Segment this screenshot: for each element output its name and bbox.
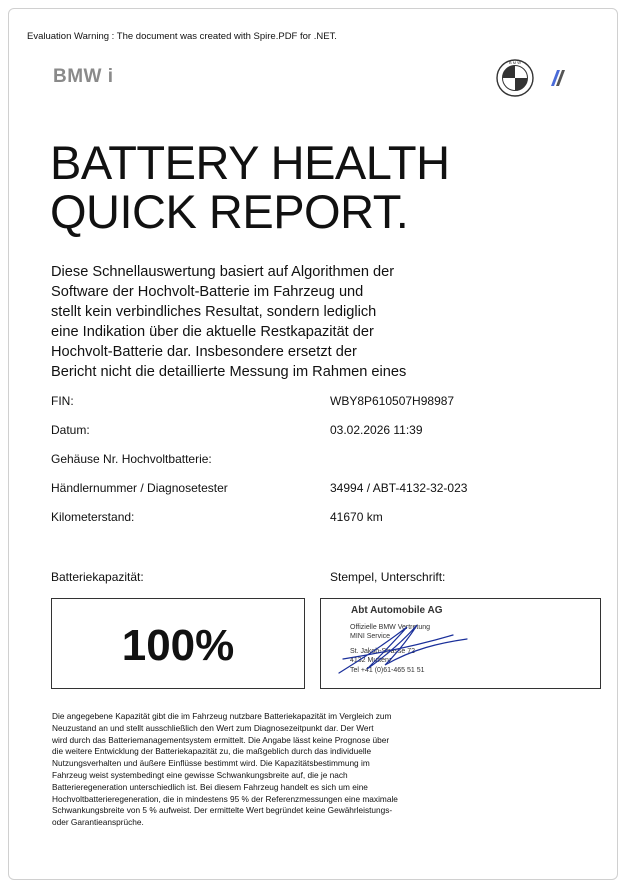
stamp-box xyxy=(320,598,601,689)
intro-line: Hochvolt-Batterie dar. Insbesondere ersetzt der xyxy=(51,344,357,360)
stamp-line: 4132 Muttenz xyxy=(350,657,393,664)
disclaimer-line: Neuzustand an und stellt ausschließlich den Wert zum Diagnosezeitpunkt dar. Der Wert xyxy=(52,722,374,733)
disclaimer-line: oder Garantieansprüche. xyxy=(52,817,144,828)
disclaimer-line: Fahrzeug weist systembedingt eine gewisse Schwankungsbreite auf, die je nach xyxy=(52,769,348,780)
report-title xyxy=(50,138,450,236)
mileage-label: Kilometerstand: xyxy=(51,510,135,524)
stamp-line: Offizielle BMW Vertretung xyxy=(350,624,431,631)
intro-paragraph xyxy=(51,262,431,380)
disclaimer-line: Schwankungsbreite von 5 % aufweist. Der ermittelte Wert begründet keine Gewährleistungs- xyxy=(52,805,393,816)
disclaimer-line: die weitere Entwicklung der Batteriekapazität zu, die maßgeblich durch das individuelle xyxy=(52,746,372,757)
disclaimer-line: Batterieregeneration unterschiedlich ist. Bei diesem Fahrzeug handelt es sich um eine xyxy=(52,781,368,792)
fin-value: WBY8P610507H98987 xyxy=(330,394,455,408)
stamp-line: Abt Automobile AG xyxy=(351,605,443,616)
bmw-roundel-icon xyxy=(496,59,534,97)
intro-line: stellt kein verbindliches Resultat, sondern lediglich xyxy=(51,304,377,320)
disclaimer-line: wird durch das Batteriemanagementsystem ermittelt. Die Angabe lässt keine Prognose über xyxy=(52,734,390,745)
stamp-line: MINI Service xyxy=(350,633,391,640)
disclaimer-paragraph xyxy=(52,711,442,829)
date-value: 03.02.2026 11:39 xyxy=(330,423,423,437)
housing-number-label: Gehäuse Nr. Hochvoltbatterie: xyxy=(51,452,212,466)
stamp-signature-label: Stempel, Unterschrift: xyxy=(330,570,446,584)
bmw-i-wordmark: BMW i xyxy=(53,66,114,87)
stamp-line: St. Jakob-Strasse 72 xyxy=(350,648,415,655)
stamp-line: Tel +41 (0)61-465 51 51 xyxy=(350,667,425,674)
bmw-i-stripes-icon xyxy=(545,68,569,88)
svg-text:B M W: B M W xyxy=(509,60,521,66)
battery-capacity-label: Batteriekapazität: xyxy=(51,570,144,584)
intro-line: Bericht nicht die detaillierte Messung im Rahmen eines xyxy=(51,364,407,380)
dealer-stamp xyxy=(321,599,602,690)
dealer-number-value: 34994 / ABT-4132-32-023 xyxy=(330,481,468,495)
date-label: Datum: xyxy=(51,423,90,437)
title-line-1: BATTERY HEALTH xyxy=(50,136,450,189)
disclaimer-line: Nutzungsverhalten und äußere Einflüsse bestimmt wird. Die Kapazitätsbestimmung im xyxy=(52,758,370,769)
disclaimer-line: Hochvoltbatterieregeneration, die in mindestens 95 % der Referenzmessungen eine maximale xyxy=(52,793,398,804)
capacity-value: 100% xyxy=(121,621,235,670)
dealer-number-label: Händlernummer / Diagnosetester xyxy=(51,481,228,495)
mileage-value: 41670 km xyxy=(330,510,383,524)
fin-label: FIN: xyxy=(51,394,74,408)
intro-line: Software der Hochvolt-Batterie im Fahrzeug und xyxy=(51,284,364,300)
disclaimer-line: Die angegebene Kapazität gibt die im Fahrzeug nutzbare Batteriekapazität im Vergleich zum xyxy=(52,711,392,721)
capacity-box xyxy=(51,598,305,689)
title-line-2: QUICK REPORT. xyxy=(50,185,409,238)
intro-line: Diese Schnellauswertung basiert auf Algorithmen der xyxy=(51,264,395,280)
intro-line: eine Indikation über die aktuelle Restkapazität der xyxy=(51,324,374,340)
evaluation-warning: Evaluation Warning : The document was created with Spire.PDF for .NET. xyxy=(27,31,337,42)
